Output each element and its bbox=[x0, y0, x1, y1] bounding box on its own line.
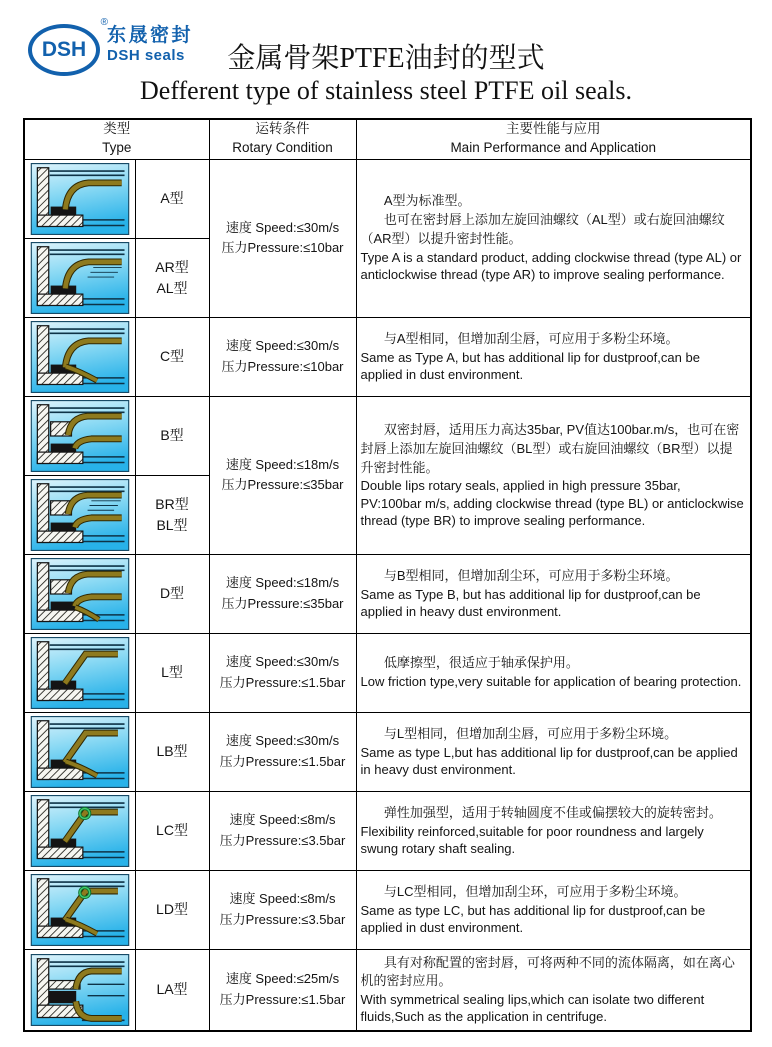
performance-text-en: Low friction type,very suitable for application of bearing protection. bbox=[360, 674, 742, 690]
seal-image-cell bbox=[24, 712, 135, 791]
col-header-rotary-en: Rotary Condition bbox=[232, 140, 333, 156]
seal-image-cell bbox=[24, 870, 135, 949]
seal-diagram-d bbox=[30, 558, 130, 630]
col-header-rotary-cn: 运转条件 bbox=[255, 121, 310, 137]
type-label: D型 bbox=[159, 585, 185, 602]
page-header bbox=[0, 0, 772, 118]
speed-spec: 速度 Speed:≤8m/s bbox=[229, 891, 336, 907]
speed-spec: 速度 Speed:≤25m/s bbox=[225, 971, 340, 987]
pressure-spec: 压力Pressure:≤3.5bar bbox=[219, 832, 346, 848]
seal-table bbox=[23, 118, 752, 1032]
logo-company-cn: 东晟密封 bbox=[107, 25, 194, 46]
type-label: AL型 bbox=[156, 279, 188, 296]
performance-cell bbox=[356, 791, 751, 870]
seal-image-cell bbox=[24, 791, 135, 870]
performance-text-en: Same as type LC, but has additional lip for dustproof,can be applied in dust environment. bbox=[360, 902, 706, 935]
seal-diagram-lb bbox=[30, 716, 130, 788]
rotary-condition-cell bbox=[209, 791, 356, 870]
logo-monogram: DSH bbox=[41, 38, 87, 61]
speed-spec: 速度 Speed:≤30m/s bbox=[225, 733, 340, 749]
type-label: BL型 bbox=[156, 516, 188, 533]
col-header-type-en: Type bbox=[102, 140, 132, 156]
performance-cell bbox=[356, 396, 751, 554]
performance-text-cn: A型为标准型。 bbox=[383, 193, 471, 209]
table-header-row bbox=[24, 119, 751, 159]
seal-image-cell bbox=[24, 554, 135, 633]
seal-row-c bbox=[24, 317, 751, 396]
speed-spec: 速度 Speed:≤18m/s bbox=[225, 456, 340, 472]
pressure-spec: 压力Pressure:≤1.5bar bbox=[219, 991, 346, 1007]
seal-image-cell bbox=[24, 159, 135, 238]
seal-image-cell bbox=[24, 317, 135, 396]
col-header-performance-en: Main Performance and Application bbox=[450, 140, 657, 156]
rotary-condition-cell bbox=[209, 159, 356, 317]
col-header-performance-cn: 主要性能与应用 bbox=[506, 121, 601, 137]
rotary-condition-cell bbox=[209, 317, 356, 396]
seal-image-cell bbox=[24, 396, 135, 475]
type-cell bbox=[135, 238, 209, 317]
performance-text-en: Same as Type A, but has additional lip for dustproof,can be applied in dust environment. bbox=[360, 349, 700, 382]
performance-text-cn: 具有对称配置的密封唇，可将两种不同的流体隔离，如在离心机的密封应用。 bbox=[360, 954, 735, 989]
page-title-cn: 金属骨架PTFE油封的型式 bbox=[227, 43, 545, 74]
col-header-performance bbox=[356, 119, 751, 159]
page-title-en: Defferent type of stainless steel PTFE oil seals. bbox=[140, 76, 632, 105]
type-label: LB型 bbox=[156, 743, 188, 760]
performance-cell bbox=[356, 870, 751, 949]
performance-text-cn: 与LC型相同，但增加刮尘环，可应用于多粉尘环境。 bbox=[383, 883, 687, 899]
pressure-spec: 压力Pressure:≤3.5bar bbox=[219, 911, 346, 927]
seal-image-cell bbox=[24, 633, 135, 712]
seal-image-cell bbox=[24, 475, 135, 554]
col-header-type bbox=[24, 119, 209, 159]
seal-diagram-ar_al bbox=[30, 242, 130, 314]
seal-image-cell bbox=[24, 238, 135, 317]
type-label: B型 bbox=[160, 427, 184, 444]
seal-diagram-a bbox=[30, 163, 130, 235]
col-header-type-cn: 类型 bbox=[103, 121, 131, 137]
type-label: LC型 bbox=[156, 822, 188, 839]
rotary-condition-cell bbox=[209, 712, 356, 791]
pressure-spec: 压力Pressure:≤1.5bar bbox=[219, 753, 346, 769]
performance-text-cn: 弹性加强型，适用于转轴圆度不佳或偏摆较大的旋转密封。 bbox=[383, 804, 722, 820]
type-cell bbox=[135, 712, 209, 791]
rotary-condition-cell bbox=[209, 633, 356, 712]
type-cell bbox=[135, 475, 209, 554]
seal-image-cell bbox=[24, 949, 135, 1031]
performance-text-en: Flexibility reinforced,suitable for poor roundness and largely swung rotary shaft sealing. bbox=[360, 823, 704, 856]
performance-text-en: Same as Type B, but has additional lip for dustproof,can be applied in heavy dust environment. bbox=[360, 586, 701, 619]
performance-cell bbox=[356, 712, 751, 791]
pressure-spec: 压力Pressure:≤35bar bbox=[221, 595, 344, 611]
performance-text-cn: 也可在密封唇上添加左旋回油螺纹（AL型）或右旋回油螺纹（AR型）以提升密封性能。 bbox=[360, 212, 725, 247]
seal-row-lb bbox=[24, 712, 751, 791]
type-label: AR型 bbox=[155, 259, 189, 276]
type-cell bbox=[135, 791, 209, 870]
type-label: BR型 bbox=[155, 496, 189, 513]
type-label: A型 bbox=[160, 190, 184, 207]
type-cell bbox=[135, 396, 209, 475]
seal-diagram-l bbox=[30, 637, 130, 709]
type-cell bbox=[135, 159, 209, 238]
performance-text-cn: 与B型相同，但增加刮尘环，可应用于多粉尘环境。 bbox=[383, 567, 679, 583]
type-label: L型 bbox=[161, 664, 183, 681]
seal-diagram-b bbox=[30, 400, 130, 472]
col-header-rotary bbox=[209, 119, 356, 159]
rotary-condition-cell bbox=[209, 949, 356, 1031]
type-cell bbox=[135, 870, 209, 949]
pressure-spec: 压力Pressure:≤35bar bbox=[221, 477, 344, 492]
performance-text-en: Double lips rotary seals, applied in high pressure 35bar, PV:100bar m/s, adding clockwise thread (type BL) or anticlockwise thread (type BR) to improve sealing performance. bbox=[360, 478, 744, 528]
speed-spec: 速度 Speed:≤30m/s bbox=[225, 654, 340, 670]
performance-cell bbox=[356, 949, 751, 1031]
seal-diagram-br_bl bbox=[30, 479, 130, 551]
performance-cell bbox=[356, 554, 751, 633]
type-cell bbox=[135, 633, 209, 712]
performance-text-cn: 低摩擦型，很适应于轴承保护用。 bbox=[383, 655, 579, 671]
seal-row-lc bbox=[24, 791, 751, 870]
seal-row-la bbox=[24, 949, 751, 1031]
speed-spec: 速度 Speed:≤30m/s bbox=[225, 338, 340, 354]
performance-text-cn: 双密封唇，适用压力高达35bar, PV值达100bar.m/s，也可在密封唇上添加左旋回油螺纹（BL型）或右旋回油螺纹（BR型）以提升密封性能。 bbox=[360, 421, 740, 475]
registered-trademark-icon: ® bbox=[100, 17, 108, 28]
type-cell bbox=[135, 949, 209, 1031]
performance-text-en: With symmetrical sealing lips,which can isolate two different fluids,Such as the application in centrifuge. bbox=[360, 992, 705, 1025]
seal-row-d bbox=[24, 554, 751, 633]
logo-company-en: DSH seals bbox=[107, 46, 185, 64]
seal-row-l bbox=[24, 633, 751, 712]
type-label: C型 bbox=[159, 348, 185, 365]
seal-diagram-la bbox=[30, 954, 130, 1026]
seal-diagram-ld bbox=[30, 874, 130, 946]
pressure-spec: 压力Pressure:≤10bar bbox=[221, 358, 344, 374]
performance-text-cn: 与L型相同，但增加刮尘唇，可应用于多粉尘环境。 bbox=[383, 725, 678, 741]
type-label: LA型 bbox=[156, 981, 188, 998]
performance-cell bbox=[356, 317, 751, 396]
performance-cell bbox=[356, 159, 751, 317]
type-cell bbox=[135, 317, 209, 396]
rotary-condition-cell bbox=[209, 870, 356, 949]
type-label: LD型 bbox=[156, 901, 188, 918]
type-cell bbox=[135, 554, 209, 633]
seal-diagram-c bbox=[30, 321, 130, 393]
seal-row-ld bbox=[24, 870, 751, 949]
rotary-condition-cell bbox=[209, 554, 356, 633]
performance-text-cn: 与A型相同，但增加刮尘唇，可应用于多粉尘环境。 bbox=[383, 330, 679, 346]
performance-cell bbox=[356, 633, 751, 712]
rotary-condition-cell bbox=[209, 396, 356, 554]
seal-row-a bbox=[24, 159, 751, 238]
pressure-spec: 压力Pressure:≤10bar bbox=[221, 240, 344, 255]
performance-text-en: Type A is a standard product, adding clockwise thread (type AL) or anticlockwise thread (type AR) to improve sealing performance. bbox=[360, 249, 742, 283]
speed-spec: 速度 Speed:≤18m/s bbox=[225, 575, 340, 591]
speed-spec: 速度 Speed:≤8m/s bbox=[229, 812, 336, 828]
pressure-spec: 压力Pressure:≤1.5bar bbox=[219, 674, 346, 690]
speed-spec: 速度 Speed:≤30m/s bbox=[225, 219, 340, 235]
seal-row-b bbox=[24, 396, 751, 475]
performance-text-en: Same as type L,but has additional lip for dustproof,can be applied in heavy dust environment. bbox=[360, 744, 738, 777]
seal-diagram-lc bbox=[30, 795, 130, 867]
